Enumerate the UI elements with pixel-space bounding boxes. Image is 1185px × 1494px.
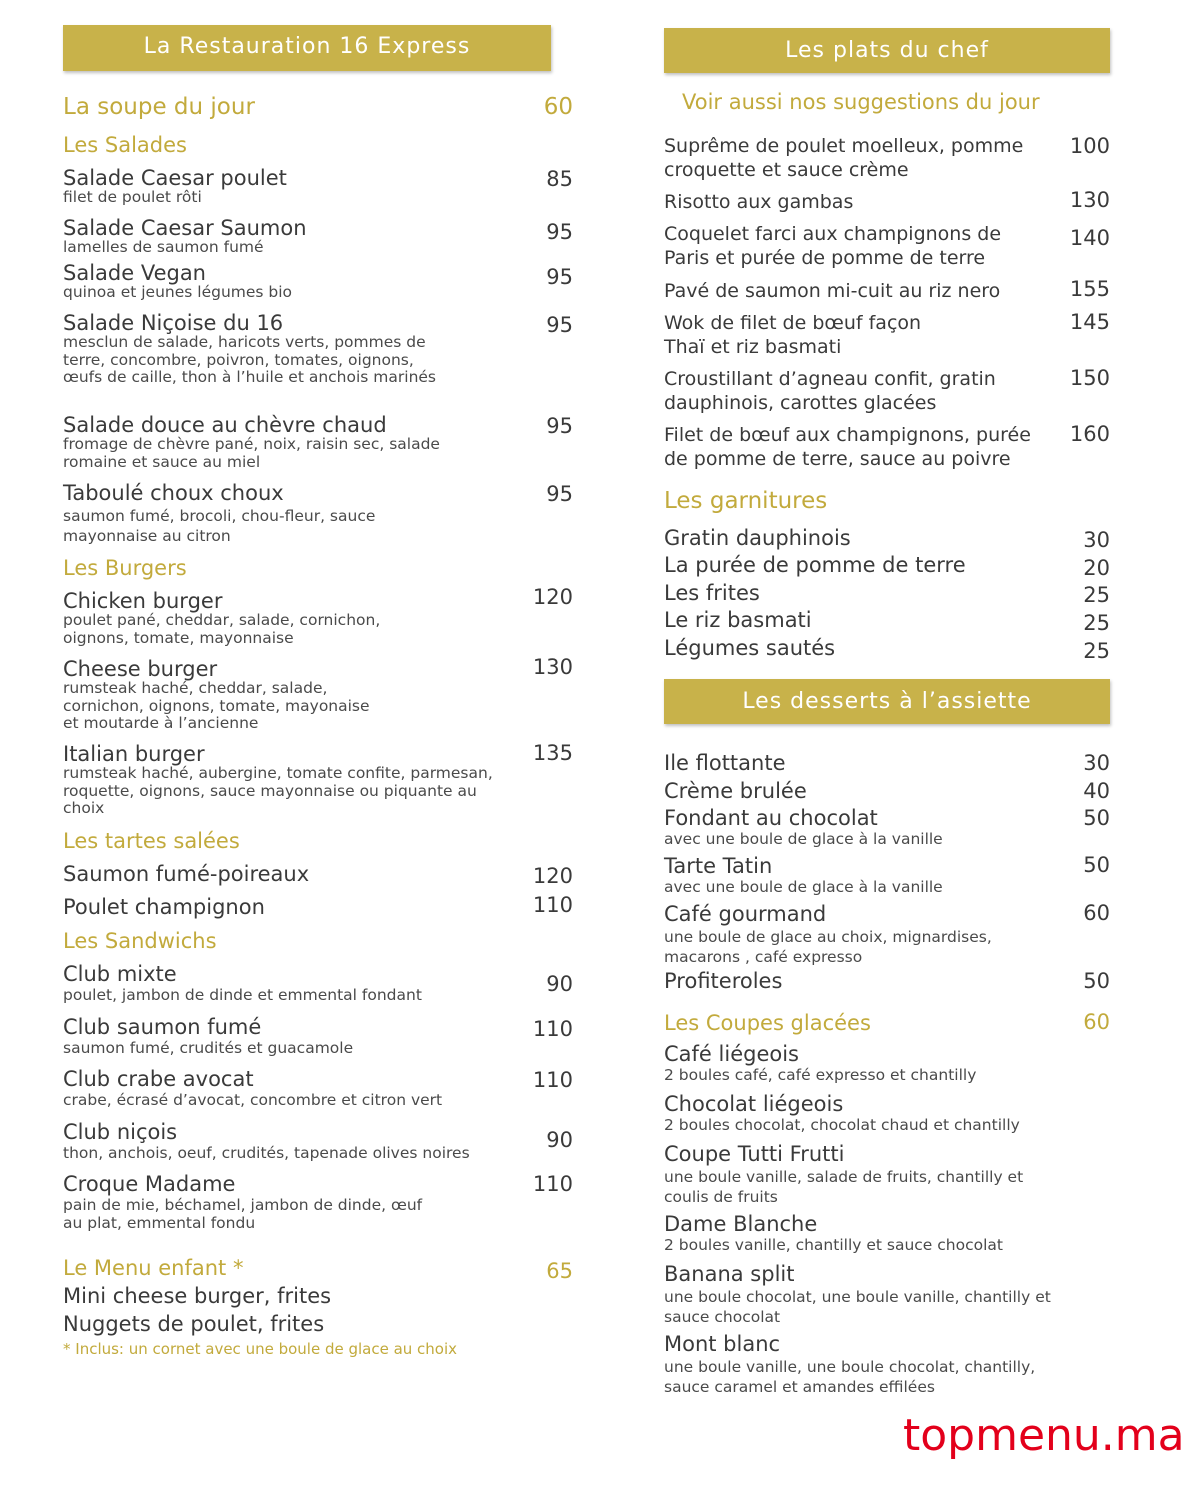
menu-item-price: 90 bbox=[546, 972, 573, 996]
menu-item-name: Café liégeois bbox=[664, 1042, 799, 1066]
menu-item-price: 30 bbox=[1083, 751, 1110, 775]
menu-item-price: 145 bbox=[1069, 310, 1110, 334]
soup-price: 60 bbox=[543, 94, 573, 120]
menu-item-name: Salade Niçoise du 16 bbox=[63, 311, 284, 335]
menu-item-price: 50 bbox=[1083, 806, 1110, 830]
menu-item-name: Croque Madame bbox=[63, 1172, 236, 1196]
menu-item-price: 110 bbox=[532, 1017, 573, 1041]
menu-item-price: 110 bbox=[532, 893, 573, 917]
menu-item-name: Club niçois bbox=[63, 1120, 178, 1144]
menu-item-name: Salade douce au chèvre chaud bbox=[63, 413, 387, 437]
chef-suggestions-subtitle: Voir aussi nos suggestions du jour bbox=[682, 90, 1040, 114]
menu-item-desc: rumsteak haché, cheddar, salade, cornichon, oignons, tomate, mayonaise et moutarde à l’ancienne bbox=[63, 679, 370, 732]
menu-item-price: 85 bbox=[546, 167, 573, 191]
menu-item-price: 50 bbox=[1083, 853, 1110, 877]
menu-item-name: Les frites bbox=[664, 581, 760, 605]
section-title-garnitures: Les garnitures bbox=[664, 488, 828, 514]
menu-item-price: 120 bbox=[532, 585, 573, 609]
menu-item-price: 30 bbox=[1083, 528, 1110, 552]
menu-item-desc: avec une boule de glace à la vanille bbox=[664, 830, 943, 848]
menu-item-desc: rumsteak haché, aubergine, tomate confite, parmesan, roquette, oignons, sauce mayonnaise ou piquante au choix bbox=[63, 764, 493, 817]
menu-item-name: Coquelet farci aux champignons de Paris et purée de pomme de terre bbox=[664, 223, 1002, 269]
section-title-salades: Les Salades bbox=[63, 133, 187, 157]
menu-item-name: Profiteroles bbox=[664, 969, 783, 993]
menu-item-name: Italian burger bbox=[63, 742, 205, 766]
menu-item-name: Dame Blanche bbox=[664, 1212, 818, 1236]
menu-item-desc: quinoa et jeunes légumes bio bbox=[63, 283, 293, 301]
menu-item-price: 95 bbox=[546, 265, 573, 289]
menu-item-name: Banana split bbox=[664, 1262, 795, 1286]
topmenu-watermark: topmenu.ma bbox=[903, 1410, 1185, 1461]
restauration-banner: La Restauration 16 Express bbox=[63, 25, 551, 71]
menu-item-price: 25 bbox=[1083, 639, 1110, 663]
menu-item-desc: thon, anchois, oeuf, crudités, tapenade olives noires bbox=[63, 1144, 470, 1162]
menu-item-price: 120 bbox=[532, 864, 573, 888]
menu-item-name: Crème brulée bbox=[664, 779, 807, 803]
menu-item-name: Légumes sautés bbox=[664, 636, 836, 660]
menu-item-price: 50 bbox=[1083, 969, 1110, 993]
desserts-banner: Les desserts à l’assiette bbox=[664, 679, 1110, 724]
menu-enfant-price: 65 bbox=[546, 1259, 573, 1283]
menu-item-name: Pavé de saumon mi-cuit au riz nero bbox=[664, 280, 1001, 302]
menu-item-desc: mesclun de salade, haricots verts, pommes de terre, concombre, poivron, tomates, oignons, œufs de caille, thon à l’huile et anchois marinés bbox=[63, 333, 436, 386]
menu-item-price: 130 bbox=[1069, 188, 1110, 212]
menu-item-name: Tarte Tatin bbox=[664, 854, 773, 878]
menu-item-price: 160 bbox=[1069, 422, 1110, 446]
menu-item-price: 95 bbox=[546, 220, 573, 244]
menu-item-price: 95 bbox=[546, 414, 573, 438]
menu-item-name: Club crabe avocat bbox=[63, 1067, 254, 1091]
menu-item-name: Salade Caesar Saumon bbox=[63, 216, 307, 240]
coupes-price: 60 bbox=[1083, 1010, 1110, 1034]
menu-item-name: Croustillant d’agneau confit, gratin dauphinois, carottes glacées bbox=[664, 368, 996, 414]
menu-item-price: 90 bbox=[546, 1128, 573, 1152]
section-title-sandwichs: Les Sandwichs bbox=[63, 929, 217, 953]
menu-item-price: 100 bbox=[1069, 134, 1110, 158]
menu-item-name: Gratin dauphinois bbox=[664, 526, 851, 550]
menu-item-name: Poulet champignon bbox=[63, 895, 265, 919]
section-title-coupes: Les Coupes glacées bbox=[664, 1011, 871, 1035]
menu-item-name: Ile flottante bbox=[664, 751, 786, 775]
menu-item-name: Fondant au chocolat bbox=[664, 806, 878, 830]
menu-item-desc: fromage de chèvre pané, noix, raisin sec, salade romaine et sauce au miel bbox=[63, 435, 440, 471]
menu-item-desc: 2 boules café, café expresso et chantilly bbox=[664, 1066, 977, 1084]
menu-item-name: Club mixte bbox=[63, 962, 177, 986]
soup-label: La soupe du jour bbox=[63, 94, 255, 120]
menu-item-name: Suprême de poulet moelleux, pomme croquette et sauce crème bbox=[664, 135, 1024, 181]
menu-item-name: Mont blanc bbox=[664, 1332, 781, 1356]
menu-item-price: 140 bbox=[1069, 226, 1110, 250]
menu-item-desc: lamelles de saumon fumé bbox=[63, 238, 264, 256]
menu-item-desc: une boule de glace au choix, mignardises, macarons , café expresso bbox=[664, 928, 992, 966]
menu-item-price: 155 bbox=[1069, 277, 1110, 301]
menu-item-desc: 2 boules chocolat, chocolat chaud et chantilly bbox=[664, 1116, 1020, 1134]
menu-item-price: 150 bbox=[1069, 366, 1110, 390]
menu-item-price: 110 bbox=[532, 1172, 573, 1196]
menu-item-desc: poulet, jambon de dinde et emmental fondant bbox=[63, 986, 422, 1004]
menu-item-name: Taboulé choux choux bbox=[63, 481, 284, 505]
menu-enfant-note: * Inclus: un cornet avec une boule de glace au choix bbox=[63, 1340, 458, 1358]
menu-item-desc: une boule vanille, salade de fruits, chantilly et coulis de fruits bbox=[664, 1168, 1024, 1206]
menu-item-desc: pain de mie, béchamel, jambon de dinde, œuf au plat, emmental fondu bbox=[63, 1196, 423, 1232]
menu-item-price: 95 bbox=[546, 313, 573, 337]
menu-item-name: Risotto aux gambas bbox=[664, 191, 854, 213]
menu-item-desc: poulet pané, cheddar, salade, cornichon, oignons, tomate, mayonnaise bbox=[63, 611, 381, 647]
menu-item-price: 60 bbox=[1083, 901, 1110, 925]
menu-item-name: Coupe Tutti Frutti bbox=[664, 1142, 845, 1166]
menu-item-desc: avec une boule de glace à la vanille bbox=[664, 878, 943, 896]
menu-item-name: Le riz basmati bbox=[664, 608, 812, 632]
menu-item-price: 130 bbox=[532, 655, 573, 679]
menu-item-name: Chocolat liégeois bbox=[664, 1092, 844, 1116]
section-title-tartes: Les tartes salées bbox=[63, 829, 240, 853]
chef-banner: Les plats du chef bbox=[664, 28, 1110, 73]
menu-item-name: Nuggets de poulet, frites bbox=[63, 1312, 325, 1336]
menu-item-price: 135 bbox=[532, 741, 573, 765]
menu-item-price: 95 bbox=[546, 482, 573, 506]
menu-item-name: Cheese burger bbox=[63, 657, 218, 681]
menu-item-name: La purée de pomme de terre bbox=[664, 553, 966, 577]
menu-item-desc: une boule vanille, une boule chocolat, chantilly, sauce caramel et amandes effilées bbox=[664, 1358, 1036, 1396]
menu-item-name: Filet de bœuf aux champignons, purée de pomme de terre, sauce au poivre bbox=[664, 424, 1031, 470]
menu-item-name: Salade Caesar poulet bbox=[63, 166, 287, 190]
menu-item-price: 25 bbox=[1083, 611, 1110, 635]
menu-item-name: Salade Vegan bbox=[63, 261, 206, 285]
menu-item-name: Café gourmand bbox=[664, 902, 827, 926]
menu-item-name: Club saumon fumé bbox=[63, 1015, 262, 1039]
menu-item-price: 40 bbox=[1083, 779, 1110, 803]
menu-item-name: Wok de filet de bœuf façon Thaï et riz basmati bbox=[664, 312, 922, 358]
menu-item-name: Saumon fumé-poireaux bbox=[63, 862, 310, 886]
menu-item-desc: filet de poulet rôti bbox=[63, 188, 202, 206]
menu-item-desc: saumon fumé, brocoli, chou-fleur, sauce mayonnaise au citron bbox=[63, 507, 376, 545]
menu-item-desc: crabe, écrasé d’avocat, concombre et citron vert bbox=[63, 1091, 443, 1109]
section-title-menu-enfant: Le Menu enfant * bbox=[63, 1256, 244, 1280]
menu-item-price: 20 bbox=[1083, 556, 1110, 580]
section-title-burgers: Les Burgers bbox=[63, 556, 187, 580]
menu-item-price: 110 bbox=[532, 1068, 573, 1092]
menu-item-name: Chicken burger bbox=[63, 589, 223, 613]
menu-item-desc: 2 boules vanille, chantilly et sauce chocolat bbox=[664, 1236, 1003, 1254]
menu-item-price: 25 bbox=[1083, 583, 1110, 607]
menu-item-name: Mini cheese burger, frites bbox=[63, 1284, 332, 1308]
menu-item-desc: une boule chocolat, une boule vanille, chantilly et sauce chocolat bbox=[664, 1288, 1051, 1326]
menu-item-desc: saumon fumé, crudités et guacamole bbox=[63, 1039, 354, 1057]
